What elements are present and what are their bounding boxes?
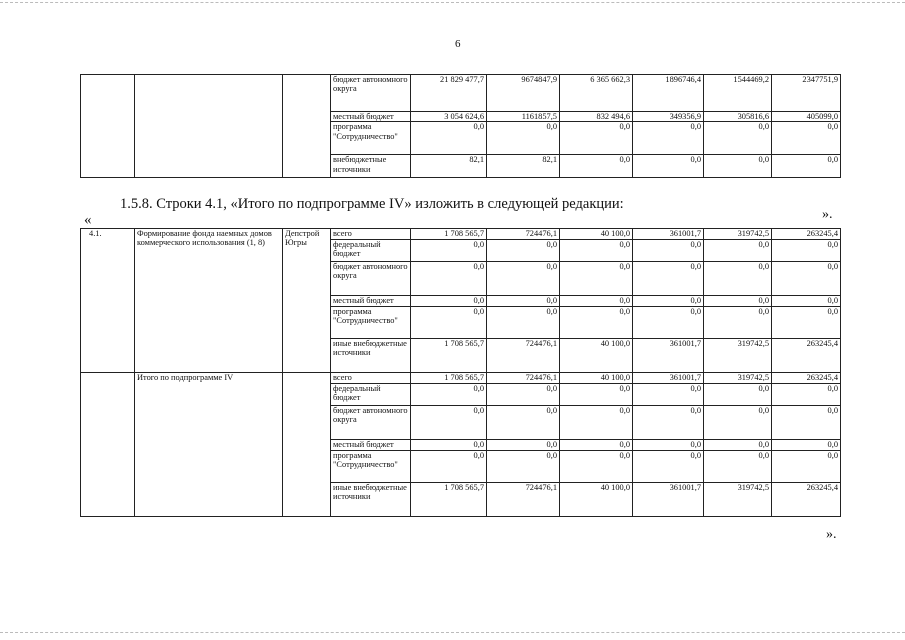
value-cell: 319742,5 — [704, 229, 772, 240]
value-cell: 0,0 — [487, 406, 560, 440]
value-cell: 1 708 565,7 — [411, 229, 487, 240]
value-cell: 0,0 — [411, 440, 487, 451]
source-cell: федеральный бюджет — [331, 384, 411, 406]
value-cell: 82,1 — [487, 155, 560, 178]
source-cell: программа "Сотрудничество" — [331, 307, 411, 339]
value-cell: 0,0 — [633, 451, 704, 483]
value-cell: 40 100,0 — [560, 373, 633, 384]
value-cell: 0,0 — [487, 122, 560, 155]
value-cell: 0,0 — [633, 384, 704, 406]
value-cell: 0,0 — [411, 122, 487, 155]
value-cell: 9674847,9 — [487, 75, 560, 112]
name-cell: Формирование фонда наемных домов коммерческого использования (1, 8) — [135, 229, 283, 373]
executor-cell — [283, 75, 331, 178]
source-cell: местный бюджет — [331, 112, 411, 122]
value-cell: 724476,1 — [487, 339, 560, 373]
closing-quote: ». — [826, 527, 837, 542]
closing-quote: ». — [822, 207, 833, 222]
table-row — [81, 75, 841, 112]
source-cell: иные внебюджетные источники — [331, 339, 411, 373]
value-cell: 0,0 — [411, 240, 487, 262]
value-cell: 1544469,2 — [704, 75, 772, 112]
opening-quote: « — [84, 212, 92, 228]
source-cell: всего — [331, 229, 411, 240]
value-cell: 724476,1 — [487, 229, 560, 240]
value-cell: 21 829 477,7 — [411, 75, 487, 112]
source-cell: программа "Сотрудничество" — [331, 122, 411, 155]
value-cell: 0,0 — [704, 406, 772, 440]
value-cell: 0,0 — [560, 307, 633, 339]
source-cell: всего — [331, 373, 411, 384]
value-cell: 0,0 — [704, 262, 772, 296]
value-cell: 0,0 — [633, 122, 704, 155]
value-cell: 0,0 — [560, 384, 633, 406]
value-cell: 0,0 — [633, 440, 704, 451]
value-cell: 361001,7 — [633, 339, 704, 373]
source-cell: бюджет автономного округа — [331, 406, 411, 440]
value-cell: 0,0 — [411, 451, 487, 483]
value-cell: 0,0 — [560, 451, 633, 483]
value-cell: 0,0 — [487, 384, 560, 406]
value-cell: 263245,4 — [772, 229, 841, 240]
name-cell — [135, 75, 283, 178]
value-cell: 0,0 — [633, 262, 704, 296]
table-row — [81, 373, 841, 384]
value-cell: 319742,5 — [704, 339, 772, 373]
source-cell: федеральный бюджет — [331, 240, 411, 262]
value-cell: 0,0 — [772, 451, 841, 483]
source-cell: программа "Сотрудничество" — [331, 451, 411, 483]
source-cell: внебюджетные источники — [331, 155, 411, 178]
value-cell: 0,0 — [487, 307, 560, 339]
value-cell: 0,0 — [487, 240, 560, 262]
value-cell: 0,0 — [704, 122, 772, 155]
code-cell — [81, 75, 135, 178]
value-cell: 82,1 — [411, 155, 487, 178]
value-cell: 361001,7 — [633, 229, 704, 240]
value-cell: 0,0 — [704, 240, 772, 262]
value-cell: 349356,9 — [633, 112, 704, 122]
value-cell: 0,0 — [411, 296, 487, 307]
value-cell: 0,0 — [704, 384, 772, 406]
value-cell: 0,0 — [704, 296, 772, 307]
value-cell: 405099,0 — [772, 112, 841, 122]
value-cell: 3 054 624,6 — [411, 112, 487, 122]
value-cell: 0,0 — [560, 296, 633, 307]
value-cell: 1161857,5 — [487, 112, 560, 122]
value-cell: 6 365 662,3 — [560, 75, 633, 112]
value-cell: 0,0 — [633, 155, 704, 178]
value-cell: 724476,1 — [487, 483, 560, 517]
value-cell: 319742,5 — [704, 373, 772, 384]
value-cell: 0,0 — [772, 440, 841, 451]
executor-cell: Депстрой Югры — [283, 229, 331, 373]
value-cell: 40 100,0 — [560, 339, 633, 373]
value-cell: 0,0 — [772, 262, 841, 296]
value-cell: 319742,5 — [704, 483, 772, 517]
value-cell: 0,0 — [411, 262, 487, 296]
value-cell: 0,0 — [772, 307, 841, 339]
value-cell: 0,0 — [633, 406, 704, 440]
value-cell: 0,0 — [633, 296, 704, 307]
value-cell: 0,0 — [411, 384, 487, 406]
value-cell: 832 494,6 — [560, 112, 633, 122]
value-cell: 2347751,9 — [772, 75, 841, 112]
value-cell: 40 100,0 — [560, 483, 633, 517]
value-cell: 0,0 — [560, 122, 633, 155]
executor-cell — [283, 373, 331, 517]
value-cell: 0,0 — [560, 440, 633, 451]
value-cell: 0,0 — [772, 296, 841, 307]
value-cell: 0,0 — [772, 384, 841, 406]
source-cell: местный бюджет — [331, 296, 411, 307]
value-cell: 0,0 — [704, 155, 772, 178]
value-cell: 0,0 — [704, 440, 772, 451]
value-cell: 305816,6 — [704, 112, 772, 122]
value-cell: 0,0 — [560, 240, 633, 262]
replacement-table — [80, 228, 841, 517]
value-cell: 263245,4 — [772, 339, 841, 373]
top-scan-line — [0, 2, 905, 3]
name-cell: Итого по подпрограмме IV — [135, 373, 283, 517]
value-cell: 1 708 565,7 — [411, 483, 487, 517]
value-cell: 263245,4 — [772, 483, 841, 517]
value-cell: 263245,4 — [772, 373, 841, 384]
value-cell: 361001,7 — [633, 373, 704, 384]
page-number: 6 — [455, 38, 461, 50]
value-cell: 40 100,0 — [560, 229, 633, 240]
value-cell: 1896746,4 — [633, 75, 704, 112]
value-cell: 0,0 — [633, 240, 704, 262]
value-cell: 0,0 — [704, 307, 772, 339]
value-cell: 361001,7 — [633, 483, 704, 517]
source-cell: местный бюджет — [331, 440, 411, 451]
table-row — [81, 229, 841, 240]
source-cell: иные внебюджетные источники — [331, 483, 411, 517]
value-cell: 0,0 — [772, 406, 841, 440]
continuation-table — [80, 74, 841, 178]
value-cell: 0,0 — [487, 296, 560, 307]
value-cell: 1 708 565,7 — [411, 373, 487, 384]
code-cell — [81, 373, 135, 517]
value-cell: 0,0 — [633, 307, 704, 339]
value-cell: 0,0 — [772, 240, 841, 262]
value-cell: 0,0 — [560, 155, 633, 178]
value-cell: 0,0 — [560, 406, 633, 440]
value-cell: 724476,1 — [487, 373, 560, 384]
value-cell: 0,0 — [487, 440, 560, 451]
value-cell: 0,0 — [772, 122, 841, 155]
value-cell: 0,0 — [772, 155, 841, 178]
amendment-instruction: 1.5.8. Строки 4.1, «Итого по подпрограмме IV» изложить в следующей редакции: — [120, 196, 624, 212]
bottom-scan-line — [0, 632, 905, 633]
value-cell: 0,0 — [487, 262, 560, 296]
value-cell: 1 708 565,7 — [411, 339, 487, 373]
value-cell: 0,0 — [411, 307, 487, 339]
value-cell: 0,0 — [704, 451, 772, 483]
source-cell: бюджет автономного округа — [331, 75, 411, 112]
value-cell: 0,0 — [487, 451, 560, 483]
value-cell: 0,0 — [411, 406, 487, 440]
value-cell: 0,0 — [560, 262, 633, 296]
code-cell: 4.1. — [81, 229, 135, 373]
source-cell: бюджет автономного округа — [331, 262, 411, 296]
